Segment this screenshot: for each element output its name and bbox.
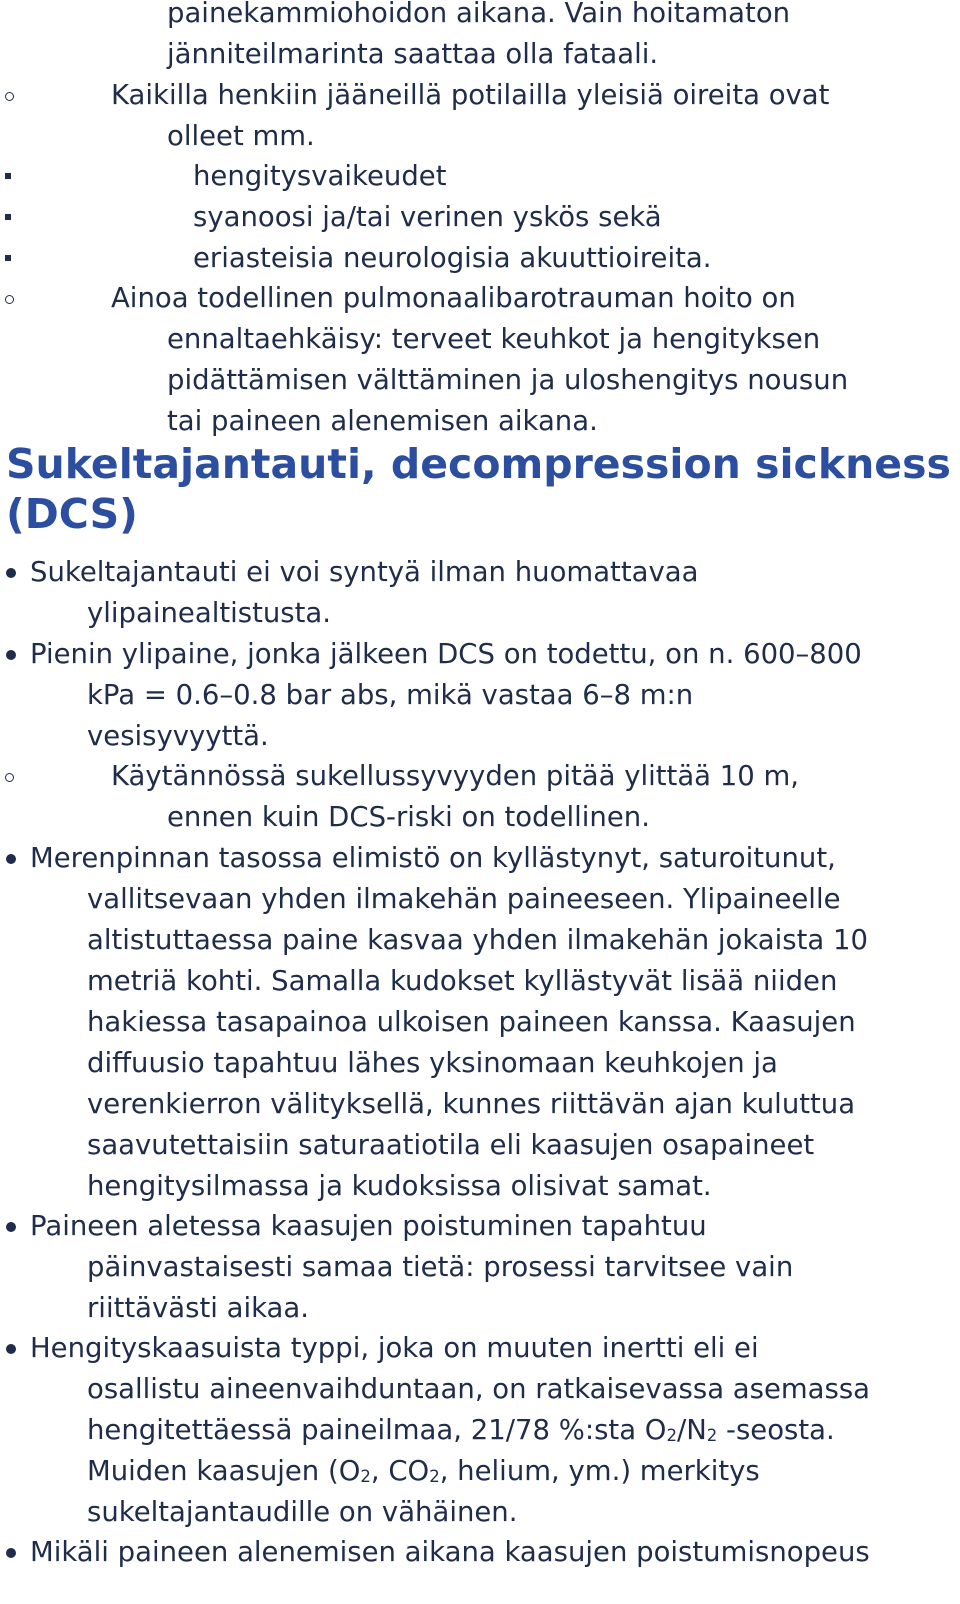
circle-bullet-icon (5, 92, 14, 101)
text-line: Merenpinnan tasossa elimistö on kyllästynyt, saturoitunut, (30, 842, 836, 874)
text-line: Mikäli paineen alenemisen aikana kaasujen poistumisnopeus (30, 1536, 870, 1568)
text-line: diffuusio tapahtuu lähes yksinomaan keuhkojen ja (87, 1047, 778, 1079)
symptom-item: hengitysvaikeudet (193, 160, 447, 192)
bullet-dot-icon (6, 568, 16, 578)
bullet-dot-icon (6, 1344, 16, 1354)
text-line: osallistu aineenvaihduntaan, on ratkaisevassa asemassa (87, 1373, 871, 1405)
text-line: hakiessa tasapainoa ulkoisen paineen kanssa. Kaasujen (87, 1006, 856, 1038)
bullet-dot-icon (6, 1222, 16, 1232)
text-line: verenkierron välityksellä, kunnes riittävän ajan kuluttua (87, 1088, 856, 1120)
text-run: hengitettäessä paineilmaa, 21/78 %:sta O (87, 1414, 667, 1446)
circle-bullet-icon (5, 773, 14, 782)
symptom-item: eriasteisia neurologisia akuuttioireita. (193, 242, 712, 274)
text-line: ennaltaehkäisy: terveet keuhkot ja hengityksen (167, 323, 821, 355)
section-heading: (DCS) (6, 490, 138, 538)
text-line: altistuttaessa paine kasvaa yhden ilmakehän jokaista 10 (87, 924, 868, 956)
text-line: Sukeltajantauti ei voi syntyä ilman huomattavaa (30, 556, 699, 588)
square-bullet-icon (5, 214, 11, 220)
text-line: sukeltajantaudille on vähäinen. (87, 1496, 518, 1528)
text-run: Muiden kaasujen (O (87, 1455, 361, 1487)
subscript: 2 (706, 1426, 718, 1445)
text-line: painekammiohoidon aikana. Vain hoitamaton (167, 0, 791, 29)
text-line: hengitysilmassa ja kudoksissa olisivat samat. (87, 1170, 712, 1202)
square-bullet-icon (5, 255, 11, 261)
text-line: pidättämisen välttäminen ja uloshengitys nousun (167, 364, 849, 396)
text-line: saavutettaisiin saturaatiotila eli kaasujen osapaineet (87, 1129, 815, 1161)
text-line: metriä kohti. Samalla kudokset kyllästyvät lisää niiden (87, 965, 838, 997)
text-run: , helium, ym.) merkitys (439, 1455, 760, 1487)
bullet-dot-icon (6, 854, 16, 864)
text-line: olleet mm. (167, 120, 315, 152)
text-run: , CO (370, 1455, 430, 1487)
text-line: kPa = 0.6–0.8 bar abs, mikä vastaa 6–8 m:n (87, 679, 694, 711)
text-line: Pienin ylipaine, jonka jälkeen DCS on todettu, on n. 600–800 (30, 638, 862, 670)
text-line: Hengityskaasuista typpi, joka on muuten inertti eli ei (30, 1332, 759, 1364)
text-line: riittävästi aikaa. (87, 1292, 310, 1324)
bullet-dot-icon (6, 650, 16, 660)
text-line: ylipainealtistusta. (87, 597, 332, 629)
square-bullet-icon (5, 173, 11, 179)
circle-bullet-icon (5, 295, 14, 304)
bullet-dot-icon (6, 1548, 16, 1558)
subscript: 2 (666, 1426, 677, 1445)
symptom-item: syanoosi ja/tai verinen yskös sekä (193, 201, 662, 233)
text-line: Paineen aletessa kaasujen poistuminen tapahtuu (30, 1210, 707, 1242)
text-line (87, 1451, 760, 1497)
subscript: 2 (429, 1467, 440, 1486)
subscript: 2 (360, 1467, 371, 1486)
text-line: vesisyvyyttä. (87, 720, 269, 752)
text-line: ennen kuin DCS-riski on todellinen. (167, 801, 650, 833)
text-line: vallitsevaan yhden ilmakehän paineeseen. Ylipaineelle (87, 883, 841, 915)
text-line: päinvastaisesti samaa tietä: prosessi tarvitsee vain (87, 1251, 794, 1283)
text-line: tai paineen alenemisen aikana. (167, 405, 598, 437)
section-heading: Sukeltajantauti, decompression sickness (6, 440, 951, 488)
text-run: -seosta. (717, 1414, 835, 1446)
text-line: Kaikilla henkiin jääneillä potilailla yleisiä oireita ovat (111, 79, 830, 111)
text-run: /N (676, 1414, 707, 1446)
text-line (87, 1410, 835, 1456)
text-line: Käytännössä sukellussyvyyden pitää ylittää 10 m, (111, 760, 800, 792)
text-line: jänniteilmarinta saattaa olla fataali. (167, 38, 659, 70)
text-line: Ainoa todellinen pulmonaalibarotrauman hoito on (111, 282, 796, 314)
